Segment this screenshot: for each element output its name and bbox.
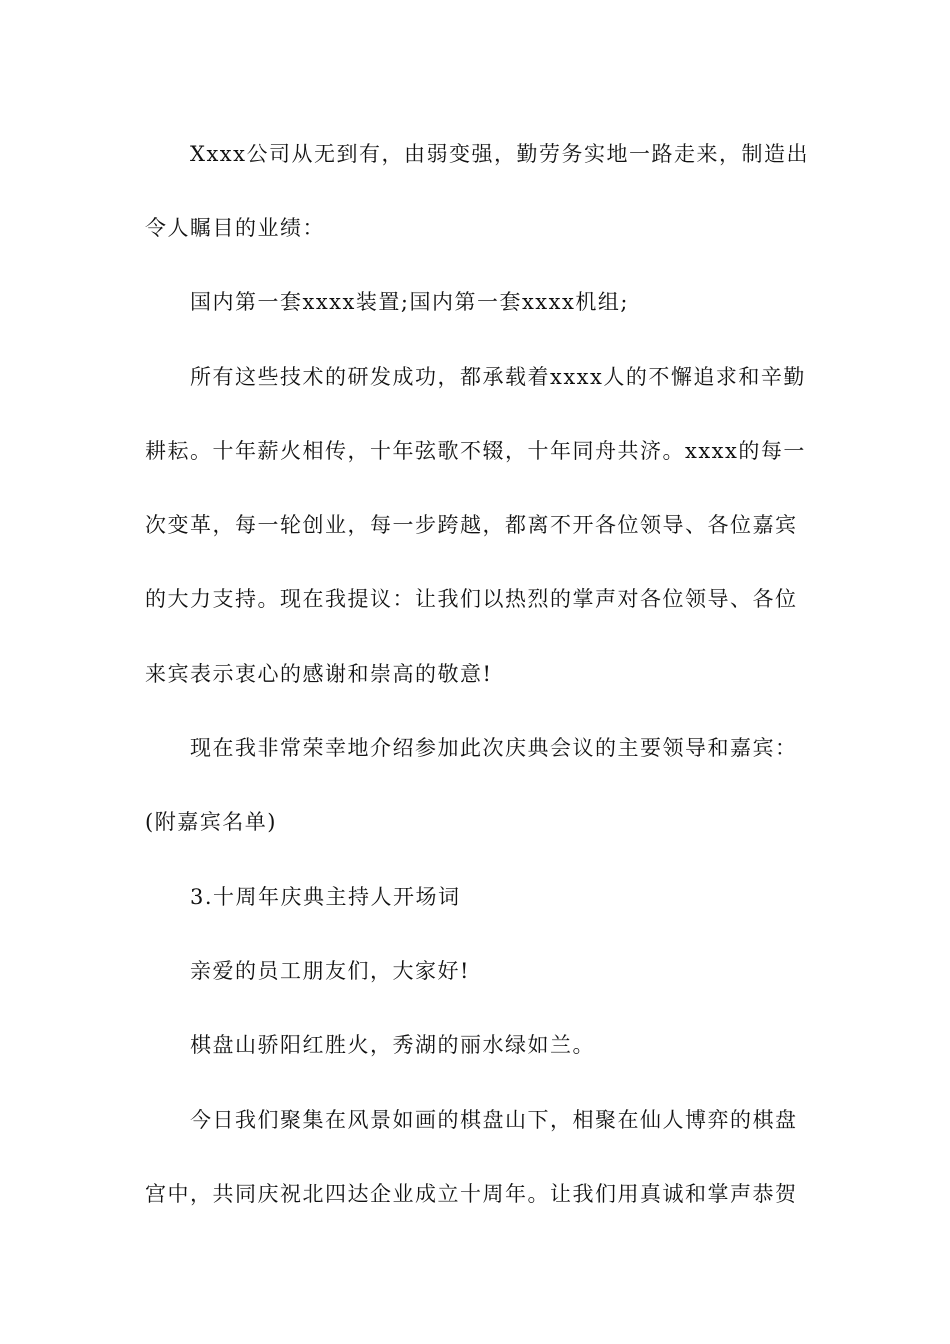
paragraph-line: 耕耘。十年薪火相传，十年弦歌不辍，十年同舟共济。xxxx的每一 bbox=[145, 439, 806, 463]
section-heading: 3.十周年庆典主持人开场词 bbox=[190, 885, 461, 909]
paragraph-line: 今日我们聚集在风景如画的棋盘山下，相聚在仙人博弈的棋盘 bbox=[190, 1108, 798, 1132]
paragraph-line: 宫中，共同庆祝北四达企业成立十周年。让我们用真诚和掌声恭贺 bbox=[145, 1182, 798, 1206]
paragraph-line: 令人瞩目的业绩： bbox=[145, 216, 325, 240]
paragraph-line: 来宾表示衷心的感谢和崇高的敬意! bbox=[145, 662, 493, 686]
paragraph-line: 现在我非常荣幸地介绍参加此次庆典会议的主要领导和嘉宾： bbox=[190, 736, 798, 760]
paragraph-line: 国内第一套xxxx装置;国内第一套xxxx机组; bbox=[190, 290, 629, 314]
paragraph-line: 的大力支持。现在我提议：让我们以热烈的掌声对各位领导、各位 bbox=[145, 587, 798, 611]
paragraph-line: (附嘉宾名单) bbox=[145, 810, 277, 834]
paragraph-line: 所有这些技术的研发成功，都承载着xxxx人的不懈追求和辛勤 bbox=[190, 365, 806, 389]
paragraph-line: 亲爱的员工朋友们，大家好! bbox=[190, 959, 470, 983]
paragraph-line: 棋盘山骄阳红胜火，秀湖的丽水绿如兰。 bbox=[190, 1033, 595, 1057]
paragraph-line: Xxxx公司从无到有，由弱变强，勤劳务实地一路走来，制造出 bbox=[190, 142, 809, 166]
paragraph-line: 次变革，每一轮创业，每一步跨越，都离不开各位领导、各位嘉宾 bbox=[145, 513, 798, 537]
